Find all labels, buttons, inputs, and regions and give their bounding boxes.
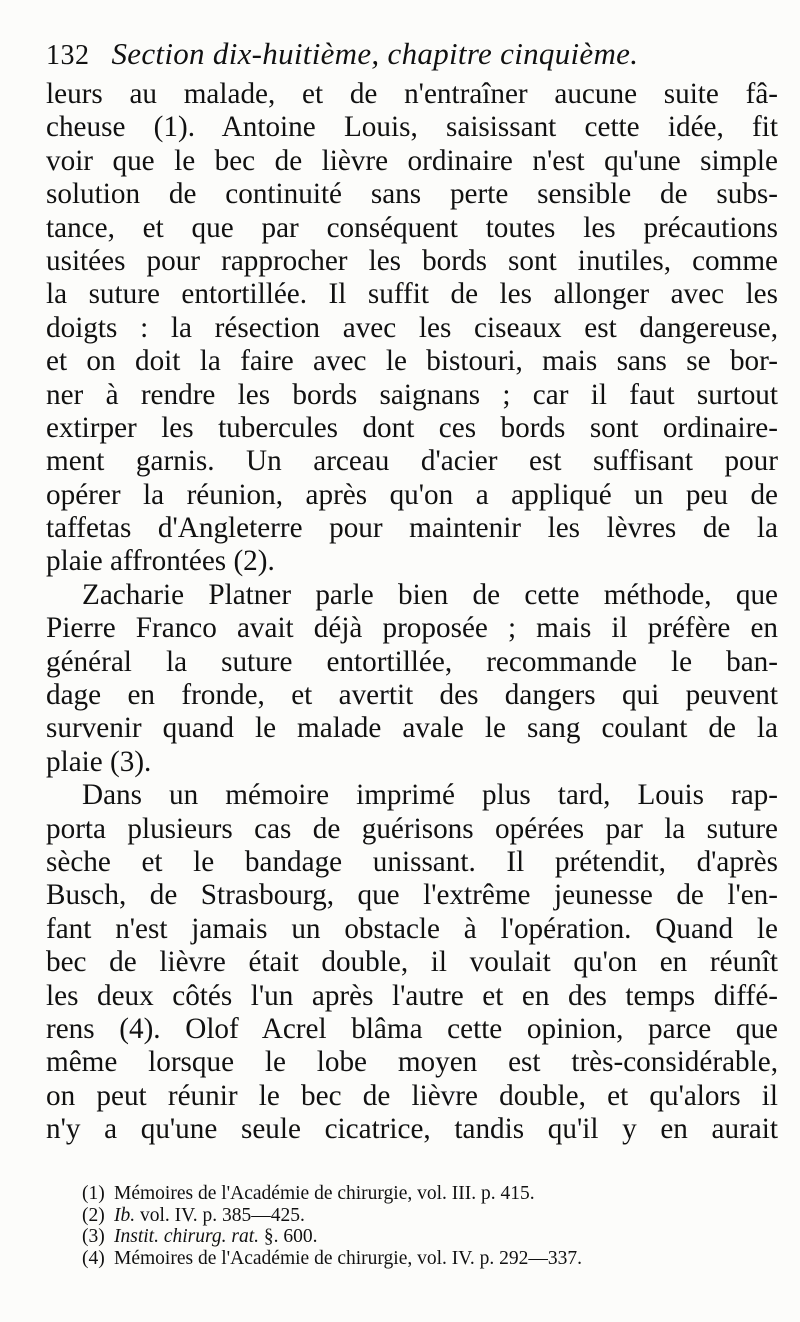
footnote-text: Mémoires de l'Académie de chirurgie, vol. IV. p. 292—337. — [114, 1247, 582, 1269]
text-line: plaie affrontées (2). — [46, 545, 275, 578]
footnotes — [82, 1183, 582, 1269]
footnote-marker: (1) — [82, 1183, 105, 1204]
text-line: sèche et le bandage unissant. Il prétendit, d'après — [46, 845, 778, 878]
footnote-marker: (2) — [82, 1204, 105, 1226]
footnote-text: §. 600. — [259, 1226, 318, 1247]
text-line: n'y a qu'une seule cicatrice, tandis qu'il y en aurait — [46, 1113, 778, 1146]
running-title: Section dix-huitième, chapitre cinquième. — [111, 36, 639, 71]
text-line: Zacharie Platner parle bien de cette méthode, que — [82, 578, 778, 611]
text-line: cheuse (1). Antoine Louis, saisissant cette idée, fit — [46, 111, 778, 144]
text-line: survenir quand le malade avale le sang coulant de la — [46, 712, 778, 745]
footnote — [82, 1226, 582, 1248]
text-line: rens (4). Olof Acrel blâma cette opinion, parce que — [46, 1012, 778, 1045]
page-number: 132 — [46, 40, 90, 71]
text-line: porta plusieurs cas de guérisons opérées par la suture — [46, 812, 778, 845]
footnote-marker: (4) — [82, 1247, 105, 1269]
page-header — [46, 36, 778, 78]
text-line: Dans un mémoire imprimé plus tard, Louis rap- — [82, 779, 778, 812]
footnote — [82, 1205, 582, 1227]
text-line: extirper les tubercules dont ces bords sont ordinaire- — [46, 411, 778, 444]
footnote-text: vol. IV. p. 385—425. — [135, 1204, 305, 1226]
text-line: ner à rendre les bords saignans ; car il faut surtout — [46, 378, 778, 411]
text-line: dage en fronde, et avertit des dangers qui peuvent — [46, 679, 778, 712]
text-line: Busch, de Strasbourg, que l'extrême jeunesse de l'en- — [46, 879, 778, 912]
body-text — [46, 78, 778, 1147]
text-line: la suture entortillée. Il suffit de les allonger avec les — [46, 278, 778, 311]
text-line: doigts : la résection avec les ciseaux est dangereuse, — [46, 311, 778, 344]
footnote — [82, 1183, 582, 1205]
text-line: général la suture entortillée, recommande le ban- — [46, 645, 778, 678]
text-line: tance, et que par conséquent toutes les précautions — [46, 211, 778, 244]
text-line: taffetas d'Angleterre pour maintenir les lèvres de la — [46, 512, 778, 545]
text-line: bec de lièvre était double, il voulait qu'on en réunît — [46, 946, 778, 979]
text-line: on peut réunir le bec de lièvre double, et qu'alors il — [46, 1079, 778, 1112]
footnote — [82, 1248, 582, 1270]
text-line: usitées pour rapprocher les bords sont inutiles, comme — [46, 244, 778, 277]
text-line: voir que le bec de lièvre ordinaire n'est qu'une simple — [46, 144, 778, 177]
text-line: leurs au malade, et de n'entraîner aucune suite fâ- — [46, 78, 778, 110]
footnote-italic: Ib. — [114, 1204, 136, 1226]
text-line: solution de continuité sans perte sensible de subs- — [46, 178, 778, 211]
text-line: Pierre Franco avait déjà proposée ; mais il préfère en — [46, 612, 778, 645]
footnote-italic: Instit. chirurg. rat. — [114, 1226, 259, 1247]
text-line: les deux côtés l'un après l'autre et en des temps diffé- — [46, 979, 778, 1012]
footnote-marker: (3) — [82, 1226, 105, 1247]
footnote-text: Mémoires de l'Académie de chirurgie, vol. III. p. 415. — [114, 1183, 535, 1204]
text-line: fant n'est jamais un obstacle à l'opération. Quand le — [46, 912, 778, 945]
text-line: opérer la réunion, après qu'on a appliqué un peu de — [46, 478, 778, 511]
text-line: ment garnis. Un arceau d'acier est suffisant pour — [46, 445, 778, 478]
text-line: et on doit la faire avec le bistouri, mais sans se bor- — [46, 345, 778, 378]
text-line: même lorsque le lobe moyen est très-considérable, — [46, 1046, 778, 1079]
text-line: plaie (3). — [46, 745, 152, 778]
